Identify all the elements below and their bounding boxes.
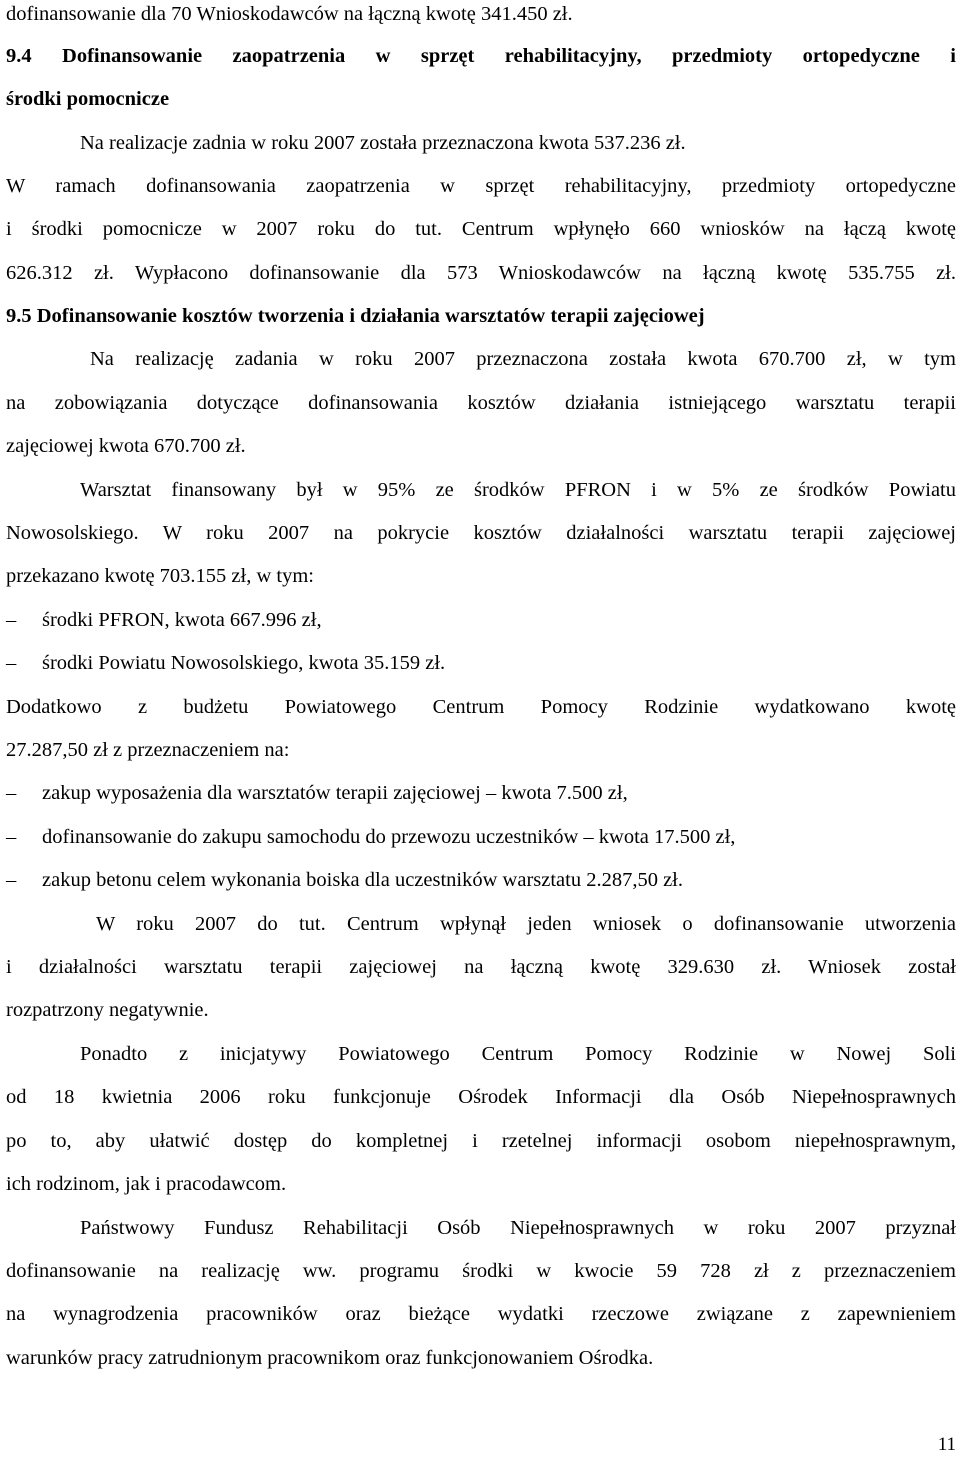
- paragraph-line: Nowosolskiego. W roku 2007 na pokrycie kosztów działalności warsztatu terapii zajęciowej: [6, 522, 956, 544]
- section-heading-9-5: 9.5 Dofinansowanie kosztów tworzenia i działania warsztatów terapii zajęciowej: [6, 305, 705, 327]
- paragraph-line: W roku 2007 do tut. Centrum wpłynął jeden wniosek o dofinansowanie utworzenia: [96, 913, 956, 935]
- paragraph-line: 626.312 zł. Wypłacono dofinansowanie dla 573 Wnioskodawców na łączną kwotę 535.755 zł.: [6, 262, 956, 284]
- paragraph-line: Ponadto z inicjatywy Powiatowego Centrum Pomocy Rodzinie w Nowej Soli: [80, 1043, 956, 1065]
- paragraph-line: Na realizacje zadnia w roku 2007 została przeznaczona kwota 537.236 zł.: [80, 132, 686, 154]
- paragraph-line: na wynagrodzenia pracowników oraz bieżące wydatki rzeczowe związane z zapewnieniem: [6, 1303, 956, 1325]
- paragraph-line: Na realizację zadania w roku 2007 przeznaczona została kwota 670.700 zł, w tym: [90, 348, 956, 370]
- paragraph-line: przekazano kwotę 703.155 zł, w tym:: [6, 565, 314, 587]
- paragraph-line: i środki pomocnicze w 2007 roku do tut. Centrum wpłynęło 660 wniosków na łączą kwotę: [6, 218, 956, 240]
- list-item: zakup betonu celem wykonania boiska dla uczestników warsztatu 2.287,50 zł.: [42, 869, 684, 891]
- list-dash: –: [6, 869, 17, 891]
- list-item: środki PFRON, kwota 667.996 zł,: [42, 609, 322, 631]
- page-number: 11: [937, 1434, 956, 1455]
- paragraph-line: warunków pracy zatrudnionym pracownikom oraz funkcjonowaniem Ośrodka.: [6, 1347, 654, 1369]
- paragraph-line: Dodatkowo z budżetu Powiatowego Centrum Pomocy Rodzinie wydatkowano kwotę: [6, 696, 956, 718]
- list-item: zakup wyposażenia dla warsztatów terapii zajęciowej – kwota 7.500 zł,: [42, 782, 628, 804]
- paragraph-line: dofinansowanie na realizację ww. programu środki w kwocie 59 728 zł z przeznaczeniem: [6, 1260, 956, 1282]
- list-dash: –: [6, 782, 17, 804]
- paragraph-line: Warsztat finansowany był w 95% ze środków PFRON i w 5% ze środków Powiatu: [80, 479, 956, 501]
- list-item: środki Powiatu Nowosolskiego, kwota 35.159 zł.: [42, 652, 446, 674]
- paragraph-line: od 18 kwietnia 2006 roku funkcjonuje Ośrodek Informacji dla Osób Niepełnosprawnych: [6, 1086, 956, 1108]
- paragraph-line: Państwowy Fundusz Rehabilitacji Osób Niepełnosprawnych w roku 2007 przyznał: [80, 1217, 956, 1239]
- text-line: dofinansowanie dla 70 Wnioskodawców na łączną kwotę 341.450 zł.: [6, 3, 573, 25]
- paragraph-line: i działalności warsztatu terapii zajęciowej na łączną kwotę 329.630 zł. Wniosek został: [6, 956, 956, 978]
- paragraph-line: na zobowiązania dotyczące dofinansowania kosztów działania istniejącego warsztatu terapii: [6, 392, 956, 414]
- section-heading-9-4-cont: środki pomocnicze: [6, 88, 170, 110]
- paragraph-line: zajęciowej kwota 670.700 zł.: [6, 435, 246, 457]
- list-dash: –: [6, 652, 17, 674]
- paragraph-line: W ramach dofinansowania zaopatrzenia w sprzęt rehabilitacyjny, przedmioty ortopedyczne: [6, 175, 956, 197]
- list-dash: –: [6, 609, 17, 631]
- paragraph-line: rozpatrzony negatywnie.: [6, 999, 209, 1021]
- list-dash: –: [6, 826, 17, 848]
- section-heading-9-4: 9.4 Dofinansowanie zaopatrzenia w sprzęt rehabilitacyjny, przedmioty ortopedyczne i: [6, 45, 956, 67]
- paragraph-line: 27.287,50 zł z przeznaczeniem na:: [6, 739, 290, 761]
- list-item: dofinansowanie do zakupu samochodu do przewozu uczestników – kwota 17.500 zł,: [42, 826, 736, 848]
- paragraph-line: ich rodzinom, jak i pracodawcom.: [6, 1173, 287, 1195]
- paragraph-line: po to, aby ułatwić dostęp do kompletnej i rzetelnej informacji osobom niepełnosprawnym,: [6, 1130, 956, 1152]
